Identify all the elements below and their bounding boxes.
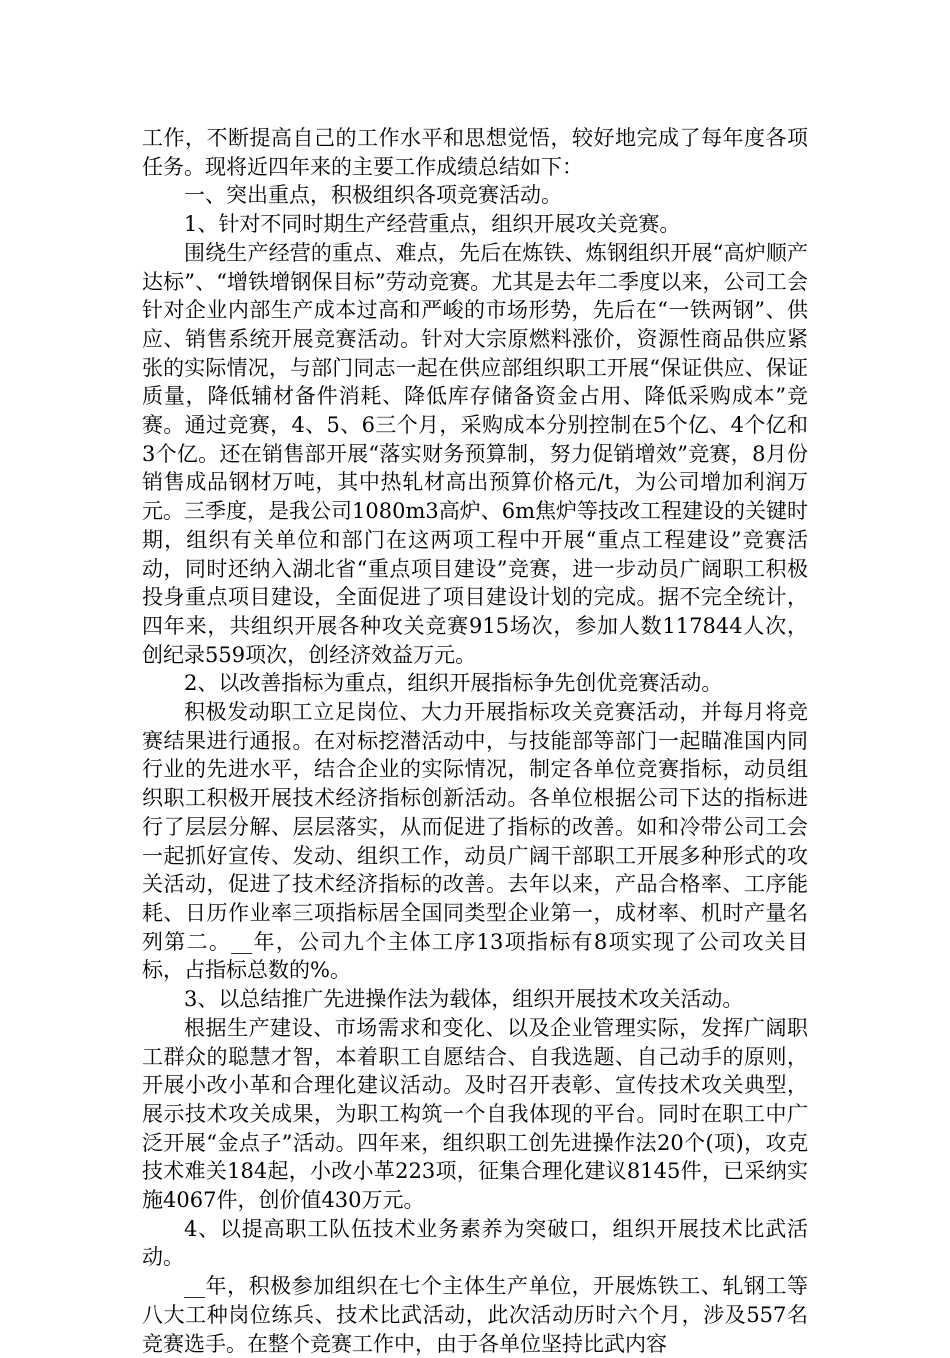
paragraph-indicators: 积极发动职工立足岗位、大力开展指标攻关竞赛活动，并每月将竞赛结果进行通报。在对标挖潜活动中，与技能部等部门一起瞄准国内同行业的先进水平，结合企业的实际情况，制定各单位竞赛指标，动员组织职工积极开展技术经济指标创新活动。各单位根据公司下达的指标进行了层层分解、层层落实，从而促进了指标的改善。如和冷带公司工会一起抓好宣传、发动、组织工作，动员广阔干部职工开展多种形式的攻关活动，促进了技术经济指标的改善。去年以来，产品合格率、工序能耗、日历作业率三项指标居全国同类型企业第一，成材率、机时产量名列第二。__年，公司九个主体工序13项指标有8项实现了公司攻关目标，占指标总数的%。 bbox=[142, 700, 808, 983]
subheading-3: 3、以总结推广先进操作法为载体，组织开展技术攻关活动。 bbox=[184, 987, 744, 1012]
paragraph-technical: 根据生产建设、市场需求和变化、以及企业管理实际，发挥广阔职工群众的聪慧才智，本着职工自愿结合、自我选题、自己动手的原则，开展小改小革和合理化建议活动。及时召开表彰、宣传技术攻关典型，展示技术攻关成果，为职工构筑一个自我体现的平台。同时在职工中广泛开展“金点子”活动。四年来，组织职工创先进操作法20个(项)，攻克技术难关184起，小改小革223项，征集合理化建议8145件，已采纳实施4067件，创价值430万元。 bbox=[142, 1015, 808, 1213]
paragraph-intro: 工作，不断提高自己的工作水平和思想觉悟，较好地完成了每年度各项任务。现将近四年来的主要工作成绩总结如下： bbox=[142, 126, 808, 179]
paragraph-skills: __年，积极参加组织在七个主体生产单位，开展炼铁工、轧钢工等八大工种岗位练兵、技术比武活动，此次活动历时六个月，涉及557名竞赛选手。在整个竞赛工作中，由于各单位坚持比武内容 bbox=[142, 1274, 808, 1356]
document-page bbox=[142, 124, 808, 1358]
heading-section-1: 一、突出重点，积极组织各项竞赛活动。 bbox=[184, 183, 562, 208]
subheading-4: 4、以提高职工队伍技术业务素养为突破口，组织开展技术比武活动。 bbox=[142, 1216, 808, 1270]
paragraph-competitions: 围绕生产经营的重点、难点，先后在炼铁、炼钢组织开展“高炉顺产达标”、“增铁增钢保目标”劳动竞赛。尤其是去年二季度以来，公司工会针对企业内部生产成本过高和严峻的市场形势，先后在“一铁两钢”、供应、销售系统开展竞赛活动。针对大宗原燃料涨价，资源性商品供应紧张的实际情况，与部门同志一起在供应部组织职工开展“保证供应、保证质量，降低辅材备件消耗、降低库存储备资金占用、降低采购成本”竞赛。通过竞赛，4、5、6三个月，采购成本分别控制在5个亿、4个亿和3个亿。还在销售部开展“落实财务预算制，努力促销增效”竞赛，8月份销售成品钢材万吨，其中热轧材高出预算价格元/t，为公司增加利润万元。三季度，是我公司1080m3高炉、6m焦炉等技改工程建设的关键时期，组织有关单位和部门在这两项工程中开展“重点工程建设”竞赛活动，同时还纳入湖北省“重点项目建设”竞赛，进一步动员广阔职工积极投身重点项目建设，全面促进了项目建设计划的完成。据不完全统计，四年来，共组织开展各种攻关竞赛915场次，参加人数117844人次，创纪录559项次，创经济效益万元。 bbox=[142, 240, 808, 667]
subheading-2: 2、以改善指标为重点，组织开展指标争先创优竞赛活动。 bbox=[184, 671, 723, 696]
subheading-1: 1、针对不同时期生产经营重点，组织开展攻关竞赛。 bbox=[184, 212, 681, 237]
